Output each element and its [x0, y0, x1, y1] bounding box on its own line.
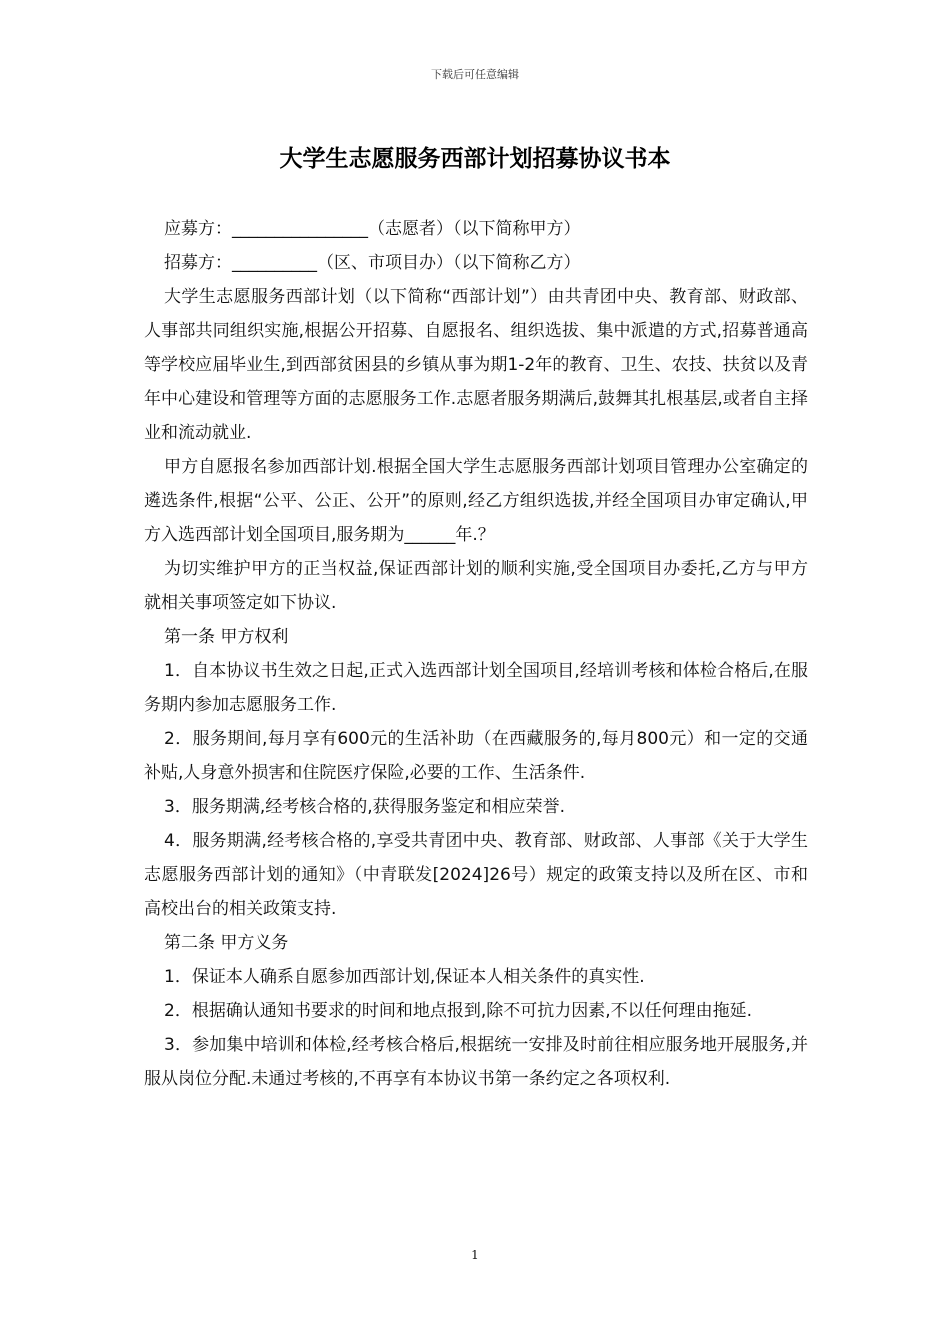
document-title: 大学生志愿服务西部计划招募协议书本 — [279, 146, 671, 172]
section-heading: 第二条 甲方义务 — [164, 933, 289, 953]
header-note: 下载后可任意编辑 — [431, 68, 519, 81]
clause-item: 1．保证本人确系自愿参加西部计划,保证本人相关条件的真实性. — [164, 967, 645, 987]
document-body — [144, 212, 808, 1096]
clause-item: 4．服务期满,经考核合格的,享受共青团中央、教育部、财政部、人事部《关于大学生志愿服务西部计划的通知》（中青联发[2024]26号）规定的政策支持以及所在区、市和高校出台的相关政策支持. — [144, 831, 808, 919]
party-b-line: 招募方：__________（区、市项目办）（以下简称乙方） — [164, 253, 581, 273]
page-number: 1 — [471, 1248, 479, 1262]
paragraph: 大学生志愿服务西部计划（以下简称“西部计划”）由共青团中央、教育部、财政部、人事部共同组织实施,根据公开招募、自愿报名、组织选拔、集中派遣的方式,招募普通高等学校应届毕业生,到西部贫困县的乡镇从事为期1-2年的教育、卫生、农技、扶贫以及青年中心建设和管理等方面的志愿服务工作.志愿者服务期满后,鼓舞其扎根基层,或者自主择业和流动就业. — [144, 287, 808, 443]
clause-item: 3．服务期满,经考核合格的,获得服务鉴定和相应荣誉. — [164, 797, 566, 817]
clause-item: 1．自本协议书生效之日起,正式入选西部计划全国项目,经培训考核和体检合格后,在服务期内参加志愿服务工作. — [144, 661, 808, 715]
section-heading: 第一条 甲方权利 — [164, 627, 289, 647]
party-a-line: 应募方：________________（志愿者）（以下简称甲方） — [164, 219, 581, 239]
clause-item: 3．参加集中培训和体检,经考核合格后,根据统一安排及时前往相应服务地开展服务,并服从岗位分配.未通过考核的,不再享有本协议书第一条约定之各项权利. — [144, 1035, 808, 1089]
clause-item: 2．根据确认通知书要求的时间和地点报到,除不可抗力因素,不以任何理由拖延. — [164, 1001, 753, 1021]
paragraph: 甲方自愿报名参加西部计划.根据全国大学生志愿服务西部计划项目管理办公室确定的遴选条件,根据“公平、公正、公开”的原则,经乙方组织选拔,并经全国项目办审定确认,甲方入选西部计划全国项目,服务期为______年.？ — [144, 457, 808, 545]
paragraph: 为切实维护甲方的正当权益,保证西部计划的顺利实施,受全国项目办委托,乙方与甲方就相关事项签定如下协议. — [144, 559, 808, 613]
clause-item: 2．服务期间,每月享有600元的生活补助（在西藏服务的,每月800元）和一定的交通补贴,人身意外损害和住院医疗保险,必要的工作、生活条件. — [144, 729, 808, 783]
